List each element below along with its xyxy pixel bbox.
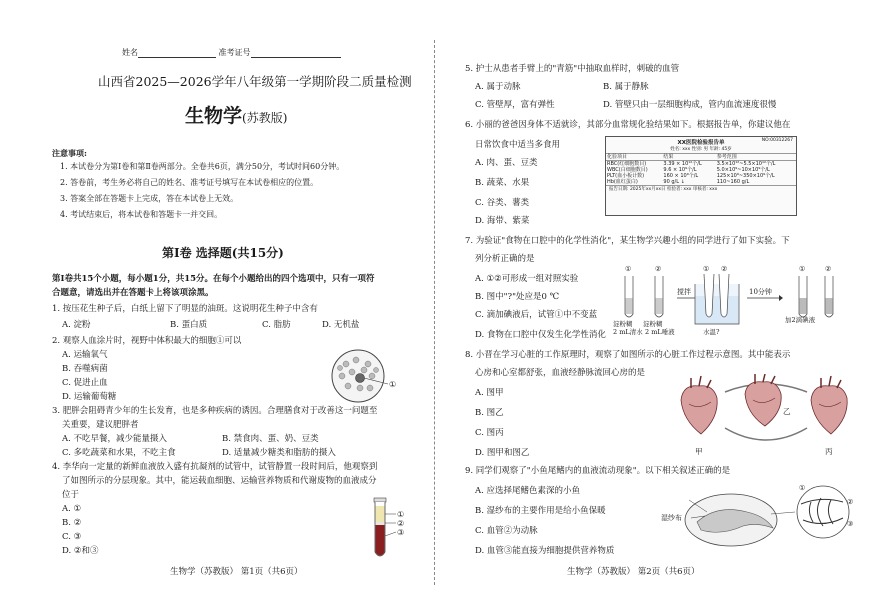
svg-text:丙: 丙 — [825, 447, 833, 456]
subject-title: 生物学(苏教版) — [185, 105, 288, 127]
question-8-stem: 8. 小晋在学习心脏的工作原理时，观察了如图所示的心脏工作过程示意图。其中能表示 — [465, 350, 791, 360]
question-8-stem: 心房和心室都舒张，血液经静脉流回心房的是 — [475, 368, 646, 378]
svg-text:湿纱布: 湿纱布 — [661, 514, 682, 522]
svg-text:2 mL清水: 2 mL清水 — [613, 328, 643, 336]
notice-item: 3. 答案全部在答题卡上完成，答在本试卷上无效。 — [60, 194, 239, 203]
option-c[interactable]: C. 促进止血 — [62, 378, 108, 388]
option-c[interactable]: C. 血管②为动脉 — [475, 526, 538, 536]
question-6-stem: 6. 小丽的爸爸因身体不适就诊，其部分血常规化验结果如下。根据报告单，你建议他在 — [465, 120, 791, 130]
svg-text:2 mL唾液: 2 mL唾液 — [645, 328, 675, 336]
option-d[interactable]: D. 海带、紫菜 — [475, 216, 530, 226]
option-b[interactable]: B. 蛋白质 — [170, 320, 208, 330]
option-a[interactable]: A. 淀粉 — [62, 320, 91, 330]
digestion-experiment-figure — [611, 262, 861, 336]
option-a[interactable]: A. 应选择尾鳍色素深的小鱼 — [475, 486, 581, 496]
option-d[interactable]: D. 图甲和图乙 — [475, 448, 530, 458]
table-row: Hb(血红蛋白) 90 g/L ↓ 110~160 g/L — [607, 179, 750, 185]
svg-text:①: ① — [397, 510, 405, 519]
option-d[interactable]: D. ②和③ — [62, 546, 99, 556]
blood-smear-figure — [328, 348, 400, 404]
question-7-stem: 列分析正确的是 — [475, 254, 535, 264]
option-b[interactable]: B. ② — [62, 518, 82, 528]
option-b[interactable]: B. 禁食肉、蛋、奶、豆类 — [222, 434, 319, 444]
question-4-stem: 4. 李华向一定量的新鲜血液放入盛有抗凝剂的试管中，试管静置一段时间后，他观察到 — [52, 462, 378, 472]
name-field: 姓名 准考证号 — [122, 48, 341, 58]
fish-tail-figure — [661, 482, 859, 554]
page-footer: 生物学（苏教版） 第1页（共6页） — [170, 567, 303, 577]
svg-text:②: ② — [847, 498, 854, 506]
svg-text:水温?: 水温? — [703, 328, 720, 336]
right-page — [435, 0, 870, 615]
svg-text:①: ① — [389, 380, 397, 389]
notice-item: 1. 本试卷分为第Ⅰ卷和第Ⅱ卷两部分。全卷共6页，满分50分，考试时间60分钟。 — [60, 162, 345, 171]
question-7-stem: 7. 为验证"食物在口腔中的化学性消化"，某生物学兴趣小组的同学进行了如下实验。下 — [465, 236, 790, 246]
option-a[interactable]: A. 运输氧气 — [62, 350, 108, 360]
notice-item: 4. 考试结束后，将本试卷和答题卡一并交回。 — [60, 210, 223, 219]
option-c[interactable]: C. 图丙 — [475, 428, 504, 438]
exam-number-blank[interactable] — [251, 49, 341, 58]
option-a[interactable]: A. 图甲 — [475, 388, 504, 398]
notice-title: 注意事项: — [52, 148, 87, 158]
option-b[interactable]: B. 蔬菜、水果 — [475, 178, 530, 188]
heart-icon — [811, 376, 847, 434]
question-3-stem: 3. 肥胖会阻碍青少年的生长发育，也是多种疾病的诱因。合理膳食对于改善这一问题至 — [52, 406, 378, 416]
question-1-stem: 1. 按压花生种子后，白纸上留下了明显的油斑。这说明花生种子中含有 — [52, 304, 318, 314]
option-a[interactable]: A. 肉、蛋、豆类 — [475, 158, 538, 168]
question-9-stem: 9. 同学们观察了"小鱼尾鳍内的血液流动现象"。以下相关叙述正确的是 — [465, 466, 731, 476]
option-d[interactable]: D. 血管③能直接为细胞提供营养物质 — [475, 546, 615, 556]
svg-text:①: ① — [799, 265, 806, 273]
report-title: XX医院检验报告单 — [677, 140, 725, 146]
option-d[interactable]: D. 食物在口腔中仅发生化学性消化 — [475, 330, 606, 340]
heart-cycle-figure — [673, 374, 859, 460]
table-row: WBC(白细胞数目) 9.6 × 10⁹个/L 5.0×10⁹~10×10⁹个/L — [607, 167, 770, 173]
option-a[interactable]: A. 不吃早餐，减少能量摄入 — [62, 434, 168, 444]
question-6-stem: 日常饮食中适当多食用 — [475, 140, 561, 150]
table-row: RBC(红细胞数目) 3.39 × 10¹²个/L 3.5×10¹²~5.5×10¹²个/L — [607, 161, 776, 167]
option-c[interactable]: C. 脂肪 — [262, 320, 291, 330]
heart-icon — [681, 376, 717, 434]
svg-text:②: ② — [655, 265, 662, 273]
option-a[interactable]: A. ① — [62, 504, 82, 514]
heart-icon — [745, 374, 781, 426]
notice-item: 2. 答卷前，考生务必将自己的姓名、准考证号填写在本试卷相应的位置。 — [60, 178, 319, 187]
table-row: PLT(血小板计数) 160 × 10⁹个/L 125×10⁹~350×10⁹个/L — [607, 173, 775, 179]
svg-text:②: ② — [825, 265, 832, 273]
instructions-line: 第Ⅰ卷共15个小题，每小题1分，共15分。在每个小题给出的四个选项中，只有一项符 — [52, 274, 375, 284]
svg-text:①: ① — [625, 265, 632, 273]
test-tube-figure — [368, 496, 418, 564]
option-b[interactable]: B. 吞噬病菌 — [62, 364, 108, 374]
svg-text:②: ② — [397, 519, 405, 528]
svg-text:10分钟: 10分钟 — [749, 288, 772, 296]
exam-title: 山西省2025—2026学年八年级第一学期阶段二质量检测 — [98, 74, 412, 89]
option-d[interactable]: D. 管壁只由一层细胞构成，管内血流速度很慢 — [603, 100, 777, 110]
svg-text:加2滴碘液: 加2滴碘液 — [785, 316, 816, 324]
name-blank[interactable] — [138, 49, 216, 58]
question-3-stem: 关重要，建议肥胖者 — [62, 420, 139, 430]
option-b[interactable]: B. 属于静脉 — [603, 82, 649, 92]
question-4-stem: 了如图所示的分层现象。其中，能运载血细胞、运输营养物质和代谢废物的血液成分 — [62, 476, 377, 486]
option-a[interactable]: A. ①②可形成一组对照实验 — [475, 274, 579, 284]
svg-text:淀粉糊: 淀粉糊 — [613, 320, 633, 328]
option-a[interactable]: A. 属于动脉 — [475, 82, 521, 92]
report-table: 化验项目 结果 参考范围 RBC(红细胞数目) 3.39 × 10¹²个/L 3.5×10¹²~5.5×10¹²个/L WBC(白细胞数目) 9.6 × 10⁹个/L 5.0×10⁹~10×10⁹个/L PLT(血小板计数) 160 × 10⁹个/L 125×10⁹~350×10⁹个/L Hb(血红蛋白) 90 g/L ↓ 110~160 g/L — [606, 153, 796, 185]
option-d[interactable]: D. 运输葡萄糖 — [62, 392, 117, 402]
option-c[interactable]: C. ③ — [62, 532, 82, 542]
option-c[interactable]: C. 管壁厚，富有弹性 — [475, 100, 555, 110]
white-blood-cell-icon — [356, 374, 365, 383]
section-title: 第Ⅰ卷 选择题(共15分) — [162, 246, 284, 260]
svg-text:③: ③ — [397, 528, 405, 537]
option-b[interactable]: B. 图乙 — [475, 408, 504, 418]
option-c[interactable]: C. 多吃蔬菜和水果，不吃主食 — [62, 448, 176, 458]
page-footer: 生物学（苏教版） 第2页（共6页） — [567, 567, 700, 577]
option-d[interactable]: D. 无机盐 — [322, 320, 360, 330]
option-b[interactable]: B. 湿纱布的主要作用是给小鱼保暖 — [475, 506, 606, 516]
option-c[interactable]: C. 谷类、薯类 — [475, 198, 530, 208]
svg-text:淀粉糊: 淀粉糊 — [643, 320, 663, 328]
instructions-line: 合题意，请选出并在答题卡上将该项涂黑。 — [52, 288, 214, 298]
question-5-stem: 5. 护士从患者手臂上的"青筋"中抽取血样时，刺破的血管 — [465, 64, 680, 74]
svg-text:①: ① — [703, 265, 710, 273]
svg-text:②: ② — [721, 265, 728, 273]
question-2-stem: 2. 观察人血涂片时，视野中体积最大的细胞①可以 — [52, 336, 242, 346]
svg-text:甲: 甲 — [695, 447, 703, 456]
svg-text:乙: 乙 — [783, 407, 791, 416]
svg-text:①: ① — [799, 484, 806, 492]
option-d[interactable]: D. 适量减少糖类和脂肪的摄入 — [222, 448, 336, 458]
option-c[interactable]: C. 滴加碘液后，试管①中不变蓝 — [475, 310, 598, 320]
question-4-stem: 位于 — [62, 490, 80, 500]
option-b[interactable]: B. 图中"?"处应是0 ℃ — [475, 292, 560, 302]
svg-text:③: ③ — [847, 520, 854, 528]
lab-report: NO:00312267 XX医院检验报告单 姓名: xxx 性别: 男 年龄: 45岁 化验项目 结果 参考范围 RBC(红细胞数目) 3.39 × 10¹²个/L 3.5×10¹²~5.5×10¹²个/L WBC(白细胞数目) 9.6 × 10⁹个/L 5.0×10⁹~10×10⁹个/L PLT(血小板计数) 160 × 10⁹个/L 125×10⁹~350×10⁹个/L Hb(血红蛋白) 90 g/L ↓ 110~160 g/L 报告日期: 2025年xx月xx日 检验者: xxx 审核者: xxx — [605, 136, 797, 216]
svg-text:搅拌: 搅拌 — [677, 288, 691, 296]
